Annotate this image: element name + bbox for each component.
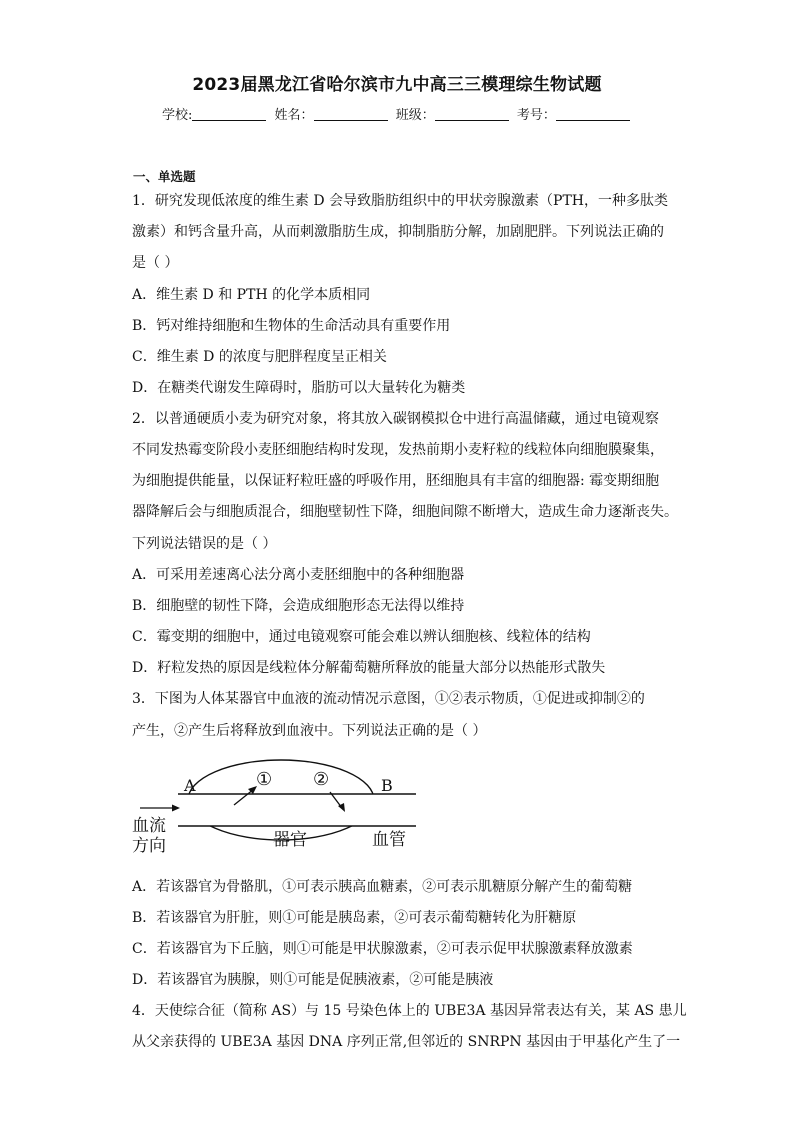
student-info-row (162, 104, 634, 123)
flow-label-line1: 血流 (132, 816, 166, 836)
page-title: 2023届黑龙江省哈尔滨市九中高三三模理综生物试题 (192, 75, 602, 95)
question-line: 为细胞提供能量，以保证籽粒旺盛的呼吸作用，胚细胞具有丰富的细胞器: 霉变期细胞 (132, 473, 660, 489)
class-label: 班级： (395, 108, 435, 123)
option-line: B．若该器官为肝脏，则①可能是胰岛素，②可表示葡萄糖转化为肝糖原 (132, 910, 577, 926)
option-line: A．若该器官为骨骼肌，①可表示胰高血糖素，②可表示肌糖原分解产生的葡萄糖 (132, 879, 633, 895)
question-line: 产生，②产生后将释放到血液中。下列说法正确的是（ ） (132, 723, 487, 739)
name-label: 姓名： (274, 108, 314, 123)
vessel-interior (178, 794, 416, 826)
question-line: 是（ ） (132, 255, 179, 271)
option-line: B．钙对维持细胞和生物体的生命活动具有重要作用 (132, 318, 451, 334)
section-heading: 一、单选题 (133, 169, 196, 184)
question-line: 1．研究发现低浓度的维生素 D 会导致脂肪组织中的甲状旁腺激素（PTH，一种多肽类 (132, 193, 668, 209)
option-line: C．若该器官为下丘脑，则①可能是甲状腺激素，②可表示促甲状腺激素释放激素 (132, 941, 633, 957)
organ-label: 器官 (273, 830, 307, 850)
blood-flow-diagram (130, 757, 420, 857)
question-line: 激素）和钙含量升高，从而刺激脂肪生成，抑制脂肪分解，加剧肥胖。下列说法正确的 (132, 224, 664, 240)
vessel-label: 血管 (372, 830, 406, 850)
substance-2-label: ② (313, 769, 330, 790)
class-blank[interactable] (435, 107, 509, 121)
option-line: D．在糖类代谢发生障碍时，脂肪可以大量转化为糖类 (132, 380, 466, 396)
name-blank[interactable] (314, 107, 388, 121)
question-line: 2．以普通硬质小麦为研究对象，将其放入碳钢模拟仓中进行高温储藏，通过电镜观察 (132, 411, 659, 427)
option-line: C．霉变期的细胞中，通过电镜观察可能会难以辨认细胞核、线粒体的结构 (132, 629, 591, 645)
option-line: A．维生素 D 和 PTH 的化学本质相同 (132, 287, 371, 303)
substance-1-label: ① (256, 769, 273, 790)
question-line: 从父亲获得的 UBE3A 基因 DNA 序列正常,但邻近的 SNRPN 基因由于甲基化产生了一 (132, 1034, 681, 1050)
question-line: 不同发热霉变阶段小麦胚细胞结构时发现，发热前期小麦籽粒的线粒体向细胞膜聚集， (132, 442, 664, 458)
option-line: D．若该器官为胰腺，则①可能是促胰液素，②可能是胰液 (132, 972, 494, 988)
school-label: 学校: (162, 108, 193, 123)
option-line: A．可采用差速离心法分离小麦胚细胞中的各种细胞器 (132, 567, 465, 583)
option-line: D．籽粒发热的原因是线粒体分解葡萄糖所释放的能量大部分以热能形式散失 (132, 660, 606, 676)
option-line: C．维生素 D 的浓度与肥胖程度呈正相关 (132, 349, 387, 365)
flow-label-line2: 方向 (132, 836, 166, 856)
label-a: A (184, 776, 196, 795)
option-line: B．细胞壁的韧性下降，会造成细胞形态无法得以维持 (132, 598, 465, 614)
exam-no-blank[interactable] (556, 107, 630, 121)
question-line: 下列说法错误的是（ ） (132, 536, 277, 552)
exam-no-label: 考号： (516, 108, 556, 123)
question-line: 3．下图为人体某器官中血液的流动情况示意图，①②表示物质，①促进或抑制②的 (132, 691, 645, 707)
question-line: 器降解后会与细胞质混合，细胞壁韧性下降，细胞间隙不断增大，造成生命力逐渐丧失。 (132, 504, 678, 520)
label-b: B (381, 776, 393, 795)
question-line: 4．天使综合征（简称 AS）与 15 号染色体上的 UBE3A 基因异常表达有关，某 AS 患儿 (132, 1003, 687, 1019)
school-blank[interactable] (192, 107, 266, 121)
